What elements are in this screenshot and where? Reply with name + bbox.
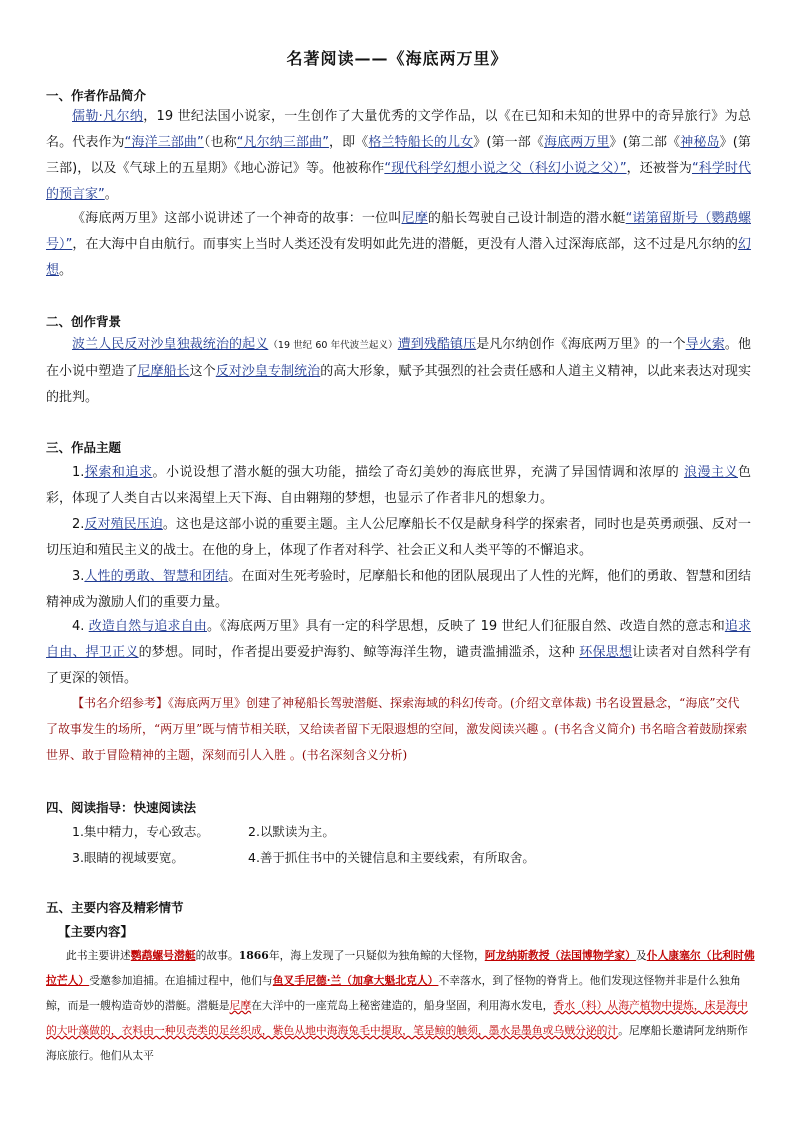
key-phrase: 尼摩 — [401, 211, 428, 226]
guide-item: 1.集中精力，专心致志。 — [72, 824, 209, 839]
text-run: 及 — [635, 949, 647, 962]
text-run: ，在大海中自由航行。而事实上当时人类还没有发明如此先进的潜艇，更没有人潜入过深海底部，这不过是凡尔纳的 — [72, 237, 738, 252]
section-3-heading: 三、作品主题 — [46, 440, 122, 455]
text-run: 不幸落水，到了怪物的脊背上。他们发现这怪物并非是什么独角鲸，而是一艘构造奇妙的潜艇。潜艇是 — [46, 974, 741, 1012]
text-run: 4. — [72, 619, 89, 634]
document-title: 名著阅读——《海底两万里》 — [286, 49, 508, 68]
highlight-phrase: 香水（料）从海产植物中提炼，床是海中的大叶藻做的，衣料由一种贝壳类的足丝织成，紫色从地中海海兔毛中提取，笔是鲸的触须，墨水是墨鱼或乌贼分泌的汁 — [46, 999, 748, 1037]
section-2-heading: 二、创作背景 — [46, 314, 122, 329]
text-run: ，还被誉为 — [626, 161, 692, 176]
text-run: 在大洋中的一座荒岛上秘密建造的，船身坚固，利用海水发电， — [251, 999, 554, 1012]
text-run: 》(第二部《 — [609, 135, 681, 150]
section-4-heading: 四、阅读指导：快速阅读法 — [46, 800, 197, 815]
text-run: 》(第一部《 — [473, 135, 544, 150]
text-run: （也称 — [203, 135, 237, 150]
text-run: 让读者对自然科学有了更深的领悟。 — [46, 645, 751, 686]
text-run: 。 — [59, 263, 73, 278]
text-run: 是凡尔纳创作《海底两万里》的一个 — [476, 337, 686, 352]
theme-3 — [46, 564, 751, 616]
key-phrase: 反对殖民压迫 — [84, 517, 163, 532]
text-run: 。《海底两万里》具有一定的科学思想，反映了 19 世纪人们征服自然、改造自然的意志和 — [206, 619, 725, 634]
highlight-phrase: 鱼叉手尼德·兰（加拿大魁北克人） — [272, 974, 439, 987]
section-1-para-1 — [46, 104, 751, 208]
key-phrase: “海洋三部曲” — [124, 135, 204, 150]
key-phrase: 探索和追求 — [84, 465, 153, 480]
guide-item: 4.善于抓住书中的关键信息和主要线索，有所取舍。 — [248, 850, 535, 865]
text-run: 此书主要讲述 — [66, 949, 131, 962]
text-run: 。小说设想了潜水艇的强大功能，描绘了奇幻美妙的海底世界，充满了异国情调和浓厚的 — [152, 465, 684, 480]
section-2-para-1 — [46, 332, 751, 411]
main-content-summary — [46, 943, 758, 1068]
key-phrase: “凡尔纳三部曲” — [236, 135, 329, 150]
key-phrase: 人性的勇敢、智慧和团结 — [84, 569, 229, 584]
key-phrase: 神秘岛 — [680, 135, 720, 150]
key-phrase: 儒勒·凡尔纳 — [72, 109, 144, 124]
text-run: 3. — [72, 569, 85, 584]
text-run: 的梦想。同时，作者提出要爱护海豹、鲸等海洋生物，谴责滥捕滥杀，这种 — [138, 645, 580, 660]
title-reference-note: 【书名介绍参考】《海底两万里》创建了神秘船长驾驶潜艇、探索海域的科幻传奇。(介绍文章体裁) 书名设置悬念，“海底”交代了故事发生的场所，“两万里”既与情节相关联，又给读者留下无限遐想的空间，激发阅读兴趣 。(书名含义简介) 书名暗含着鼓励探索世界、敢于冒险精神的主题，深刻而引人入胜 。(书名深刻含义分析) — [46, 696, 748, 762]
section-5-heading: 五、主要内容及精彩情节 — [46, 900, 184, 915]
text-run: 受邀参加追捕。在追捕过程中，他们与 — [89, 974, 273, 987]
guide-item: 2.以默读为主。 — [248, 824, 335, 839]
key-phrase: 海底两万里 — [544, 135, 610, 150]
key-phrase: 遭到残酷镇压 — [397, 337, 477, 352]
key-phrase: “诺第留斯号（鹦鹉螺号）” — [46, 211, 751, 252]
key-phrase: 幻想 — [46, 237, 751, 278]
key-phrase: 环保思想 — [579, 645, 633, 660]
main-content-label: 【主要内容】 — [58, 924, 134, 939]
key-phrase: 改造自然与追求自由 — [88, 619, 207, 634]
highlight-phrase: 阿龙纳斯教授（法国博物学家） — [484, 949, 636, 962]
text-run: 的船长驾驶自己设计制造的潜水艇 — [427, 211, 626, 226]
text-run: 1. — [72, 465, 85, 480]
key-phrase: 格兰特船长的儿女 — [368, 135, 474, 150]
text-run: 2. — [72, 517, 85, 532]
theme-1 — [46, 460, 751, 512]
section-1-heading: 一、作者作品简介 — [46, 88, 147, 103]
text-run: 年，海上发现了一只疑似为独角鲸的大怪物， — [268, 949, 485, 962]
text-run: ，19 世纪法国小说家，一生创作了大量优秀的文学作品，以《在已知和未知的世界中的奇异旅行》为总名。代表作为 — [46, 109, 751, 150]
text-run: 。这也是这部小说的重要主题。主人公尼摩船长不仅是献身科学的探索者，同时也是英勇顽强、反对一切压迫和殖民主义的战士。在他的身上，体现了作者对科学、社会正义和人类平等的不懈追求。 — [46, 517, 751, 558]
text-run: ，即《 — [328, 135, 369, 150]
text-run: 这个 — [189, 364, 216, 379]
section-1-para-2 — [46, 206, 751, 284]
key-phrase: “科学时代的预言家” — [46, 161, 751, 202]
key-phrase: 尼摩船长 — [137, 364, 190, 379]
text-run: 的故事。 — [195, 949, 239, 962]
guide-item: 3.眼睛的视域要宽。 — [72, 850, 184, 865]
text-run: 。在面对生死考验时，尼摩船长和他的团队展现出了人性的光辉，他们的勇敢、智慧和团结精神成为激励人们的重要力量。 — [46, 569, 751, 610]
highlight-phrase: 尼摩 — [229, 999, 252, 1012]
text-run: 《海底两万里》这部小说讲述了一个神奇的故事：一位叫 — [72, 211, 402, 226]
key-phrase: 反对沙皇专制统治 — [215, 364, 321, 379]
text-run: 。尼摩船长邀请阿龙纳斯作海底旅行。他们从太平 — [46, 1024, 748, 1062]
bold-text: 1866 — [238, 949, 269, 962]
text-run: 。他在小说中塑造了 — [46, 337, 751, 379]
highlight-phrase: 仆人康塞尔（比利时佛拉芒人） — [46, 949, 755, 987]
theme-4 — [46, 614, 751, 692]
text-run: 色彩，体现了人类自古以来渴望上天下海、自由翱翔的梦想，也显示了作者非凡的想象力。 — [46, 465, 751, 506]
key-phrase: 波兰人民反对沙皇独裁统治的起义 — [72, 337, 269, 352]
theme-2 — [46, 512, 751, 564]
text-run: 的高大形象，赋予其强烈的社会责任感和人道主义精神，以此来表达对现实的批判。 — [46, 364, 751, 405]
key-phrase: 导火索 — [685, 337, 725, 352]
key-phrase: 浪漫主义 — [683, 465, 738, 480]
text-run: 。 — [104, 187, 118, 202]
highlight-phrase: 鹦鹉螺号潜艇 — [130, 949, 196, 962]
annotation-note: （19 世纪 60 年代波兰起义） — [268, 340, 398, 351]
key-phrase: 追求自由、捍卫正义 — [46, 619, 751, 660]
key-phrase: “现代科学幻想小说之父（科幻小说之父）” — [384, 161, 627, 176]
text-run: 》(第三部)，以及《气球上的五星期》《地心游记》等。他被称作 — [46, 135, 751, 176]
